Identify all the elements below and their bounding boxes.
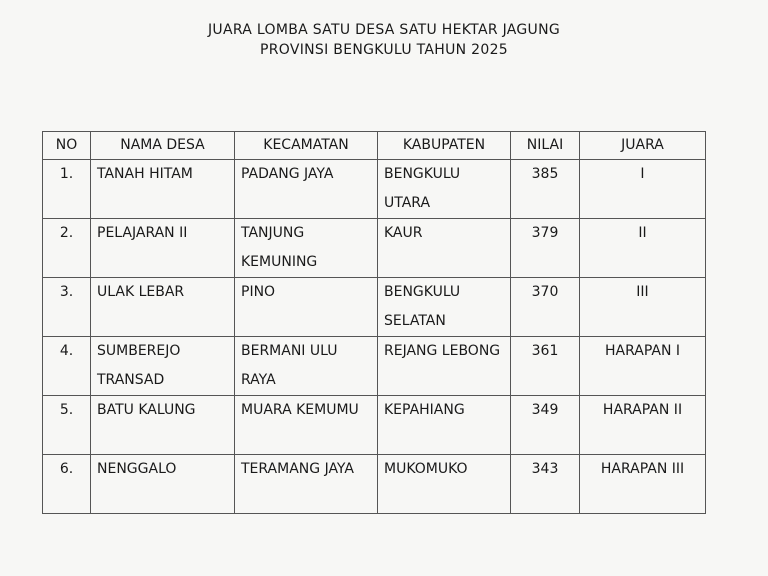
cell-nama-desa: ULAK LEBAR xyxy=(91,278,235,337)
cell-kecamatan: PADANG JAYA xyxy=(235,160,378,219)
document-title xyxy=(0,20,768,60)
header-no: NO xyxy=(43,132,91,160)
title-line-2: PROVINSI BENGKULU TAHUN 2025 xyxy=(260,42,508,58)
cell-kabupaten: KAUR xyxy=(378,219,511,278)
header-kabupaten: KABUPATEN xyxy=(378,132,511,160)
cell-juara: HARAPAN III xyxy=(580,455,706,514)
cell-no: 3. xyxy=(43,278,91,337)
cell-no: 5. xyxy=(43,396,91,455)
cell-juara: I xyxy=(580,160,706,219)
cell-nilai: 361 xyxy=(511,337,580,396)
cell-nilai: 379 xyxy=(511,219,580,278)
table-row xyxy=(43,455,706,514)
table-row xyxy=(43,278,706,337)
cell-kecamatan: TERAMANG JAYA xyxy=(235,455,378,514)
header-kecamatan: KECAMATAN xyxy=(235,132,378,160)
cell-kabupaten: KEPAHIANG xyxy=(378,396,511,455)
table-header-row xyxy=(43,132,706,160)
cell-kecamatan: BERMANI ULU RAYA xyxy=(235,337,378,396)
cell-nama-desa: TANAH HITAM xyxy=(91,160,235,219)
cell-juara: HARAPAN II xyxy=(580,396,706,455)
cell-nama-desa: BATU KALUNG xyxy=(91,396,235,455)
table-row xyxy=(43,337,706,396)
header-nama-desa: NAMA DESA xyxy=(91,132,235,160)
cell-kecamatan: TANJUNG KEMUNING xyxy=(235,219,378,278)
cell-kecamatan: MUARA KEMUMU xyxy=(235,396,378,455)
cell-kabupaten: MUKOMUKO xyxy=(378,455,511,514)
cell-nilai: 370 xyxy=(511,278,580,337)
cell-no: 6. xyxy=(43,455,91,514)
table-row xyxy=(43,396,706,455)
cell-no: 1. xyxy=(43,160,91,219)
cell-kabupaten: REJANG LEBONG xyxy=(378,337,511,396)
cell-kecamatan: PINO xyxy=(235,278,378,337)
cell-kabupaten: BENGKULU SELATAN xyxy=(378,278,511,337)
cell-no: 2. xyxy=(43,219,91,278)
cell-nama-desa: PELAJARAN II xyxy=(91,219,235,278)
cell-juara: HARAPAN I xyxy=(580,337,706,396)
cell-nilai: 349 xyxy=(511,396,580,455)
header-nilai: NILAI xyxy=(511,132,580,160)
table-row xyxy=(43,219,706,278)
cell-nama-desa: NENGGALO xyxy=(91,455,235,514)
header-juara: JUARA xyxy=(580,132,706,160)
cell-juara: III xyxy=(580,278,706,337)
table-row xyxy=(43,160,706,219)
cell-nilai: 385 xyxy=(511,160,580,219)
cell-juara: II xyxy=(580,219,706,278)
cell-kabupaten: BENGKULU UTARA xyxy=(378,160,511,219)
title-line-1: JUARA LOMBA SATU DESA SATU HEKTAR JAGUNG xyxy=(207,22,561,38)
results-table xyxy=(42,131,706,514)
cell-no: 4. xyxy=(43,337,91,396)
cell-nilai: 343 xyxy=(511,455,580,514)
cell-nama-desa: SUMBEREJO TRANSAD xyxy=(91,337,235,396)
